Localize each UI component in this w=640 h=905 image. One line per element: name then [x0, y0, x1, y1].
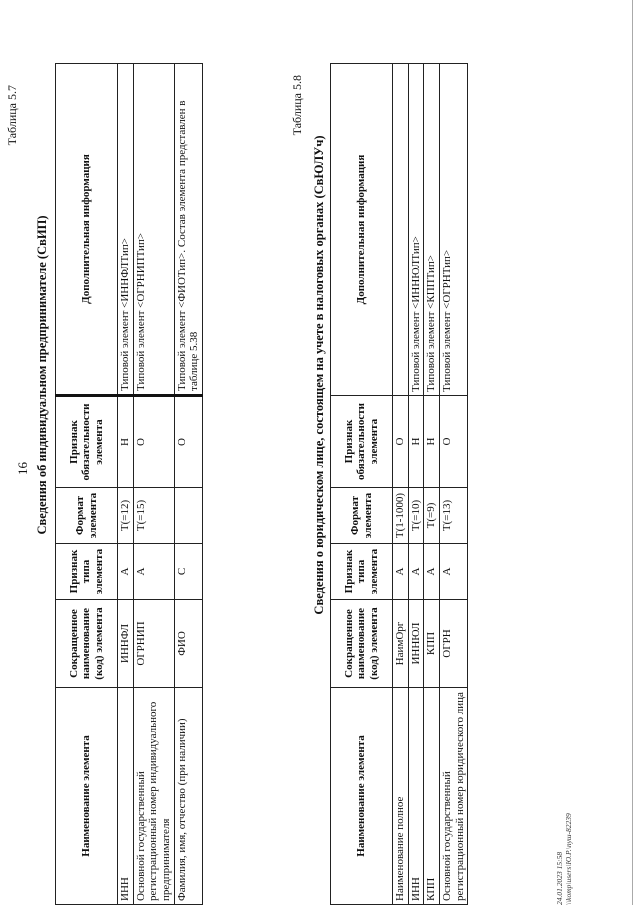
page-edge-line	[632, 0, 633, 905]
header-cell: Наименование элемента	[331, 688, 393, 905]
table1-label: Таблица 5.7	[5, 85, 19, 146]
cell: Типовой элемент <ОГРНТип>	[439, 64, 467, 396]
header-cell: Формат элемента	[56, 488, 118, 544]
cell: А	[118, 544, 134, 600]
cell: ОГРНИП	[133, 600, 174, 688]
cell: Типовой элемент <ОГРНИПТип>	[133, 64, 174, 396]
cell: Т(=13)	[439, 488, 467, 544]
table-row	[174, 64, 202, 905]
cell: ОГРН	[439, 600, 467, 688]
table-row	[408, 64, 424, 905]
header-cell: Наименование элемента	[56, 688, 118, 905]
cell: А	[393, 544, 409, 600]
header-cell: Дополнительная информация	[331, 64, 393, 396]
cell: Основной государственный регистрационный номер индивидуального предпринимателя	[133, 688, 174, 905]
cell: ИННЮЛ	[408, 600, 424, 688]
table-row	[393, 64, 409, 905]
cell: А	[408, 544, 424, 600]
header-cell: Сокращенное наименование (код) элемента	[331, 600, 393, 688]
cell: О	[174, 396, 202, 488]
cell: Типовой элемент <ФИОТип>. Состав элемента представлен в таблице 5.38	[174, 64, 202, 396]
header-cell: Признак обязательности элемента	[56, 396, 118, 488]
cell: О	[393, 396, 409, 488]
cell: Типовой элемент <КППТип>	[424, 64, 440, 396]
cell: Типовой элемент <ИННФЛТип>	[118, 64, 134, 396]
table-legal-entity	[330, 63, 468, 905]
cell: Т(=15)	[133, 488, 174, 544]
table-individual-entrepreneur	[55, 63, 203, 905]
cell: А	[424, 544, 440, 600]
table-row	[118, 64, 134, 905]
header-cell: Сокращенное наименование (код) элемента	[56, 600, 118, 688]
cell: ИНН	[408, 688, 424, 905]
cell: А	[439, 544, 467, 600]
cell	[174, 488, 202, 544]
cell: ИННФЛ	[118, 600, 134, 688]
cell: С	[174, 544, 202, 600]
table-row	[424, 64, 440, 905]
cell: О	[133, 396, 174, 488]
cell: Т(=12)	[118, 488, 134, 544]
cell	[393, 64, 409, 396]
cell: КПП	[424, 688, 440, 905]
footer-path: \\komp\users\Ю.Р.\пуш-82239	[564, 813, 573, 905]
page-number: 16	[15, 462, 30, 475]
header-cell: Формат элемента	[331, 488, 393, 544]
table-row	[439, 64, 467, 905]
table-header-row	[331, 64, 393, 905]
cell: О	[439, 396, 467, 488]
header-cell: Признак типа элемента	[56, 544, 118, 600]
cell: Основной государственный регистрационный номер юридического лица	[439, 688, 467, 905]
cell: ФИО	[174, 600, 202, 688]
print-footer	[555, 813, 573, 905]
table-row	[133, 64, 174, 905]
cell: Н	[424, 396, 440, 488]
table-header-row	[56, 64, 118, 905]
table2-label: Таблица 5.8	[290, 75, 304, 136]
cell: Типовой элемент <ИННЮЛТип>	[408, 64, 424, 396]
table2-title: Сведения о юридическом лице, состоящем на учете в налоговых органах (СвЮЛУч)	[312, 135, 326, 615]
table1-title: Сведения об индивидуальном предпринимателе (СвИП)	[35, 215, 49, 535]
cell: Наименование полное	[393, 688, 409, 905]
cell: Н	[118, 396, 134, 488]
header-cell: Признак типа элемента	[331, 544, 393, 600]
cell: ИНН	[118, 688, 134, 905]
cell: Т(=9)	[424, 488, 440, 544]
cell: Н	[408, 396, 424, 488]
header-cell: Дополнительная информация	[56, 64, 118, 396]
cell: КПП	[424, 600, 440, 688]
cell: А	[133, 544, 174, 600]
cell: Т(=10)	[408, 488, 424, 544]
footer-timestamp: 24.01.2023 15:58	[555, 851, 564, 905]
cell: Фамилия, имя, отчество (при наличии)	[174, 688, 202, 905]
header-cell: Признак обязательности элемента	[331, 396, 393, 488]
cell: НаимОрг	[393, 600, 409, 688]
cell: Т(1-1000)	[393, 488, 409, 544]
